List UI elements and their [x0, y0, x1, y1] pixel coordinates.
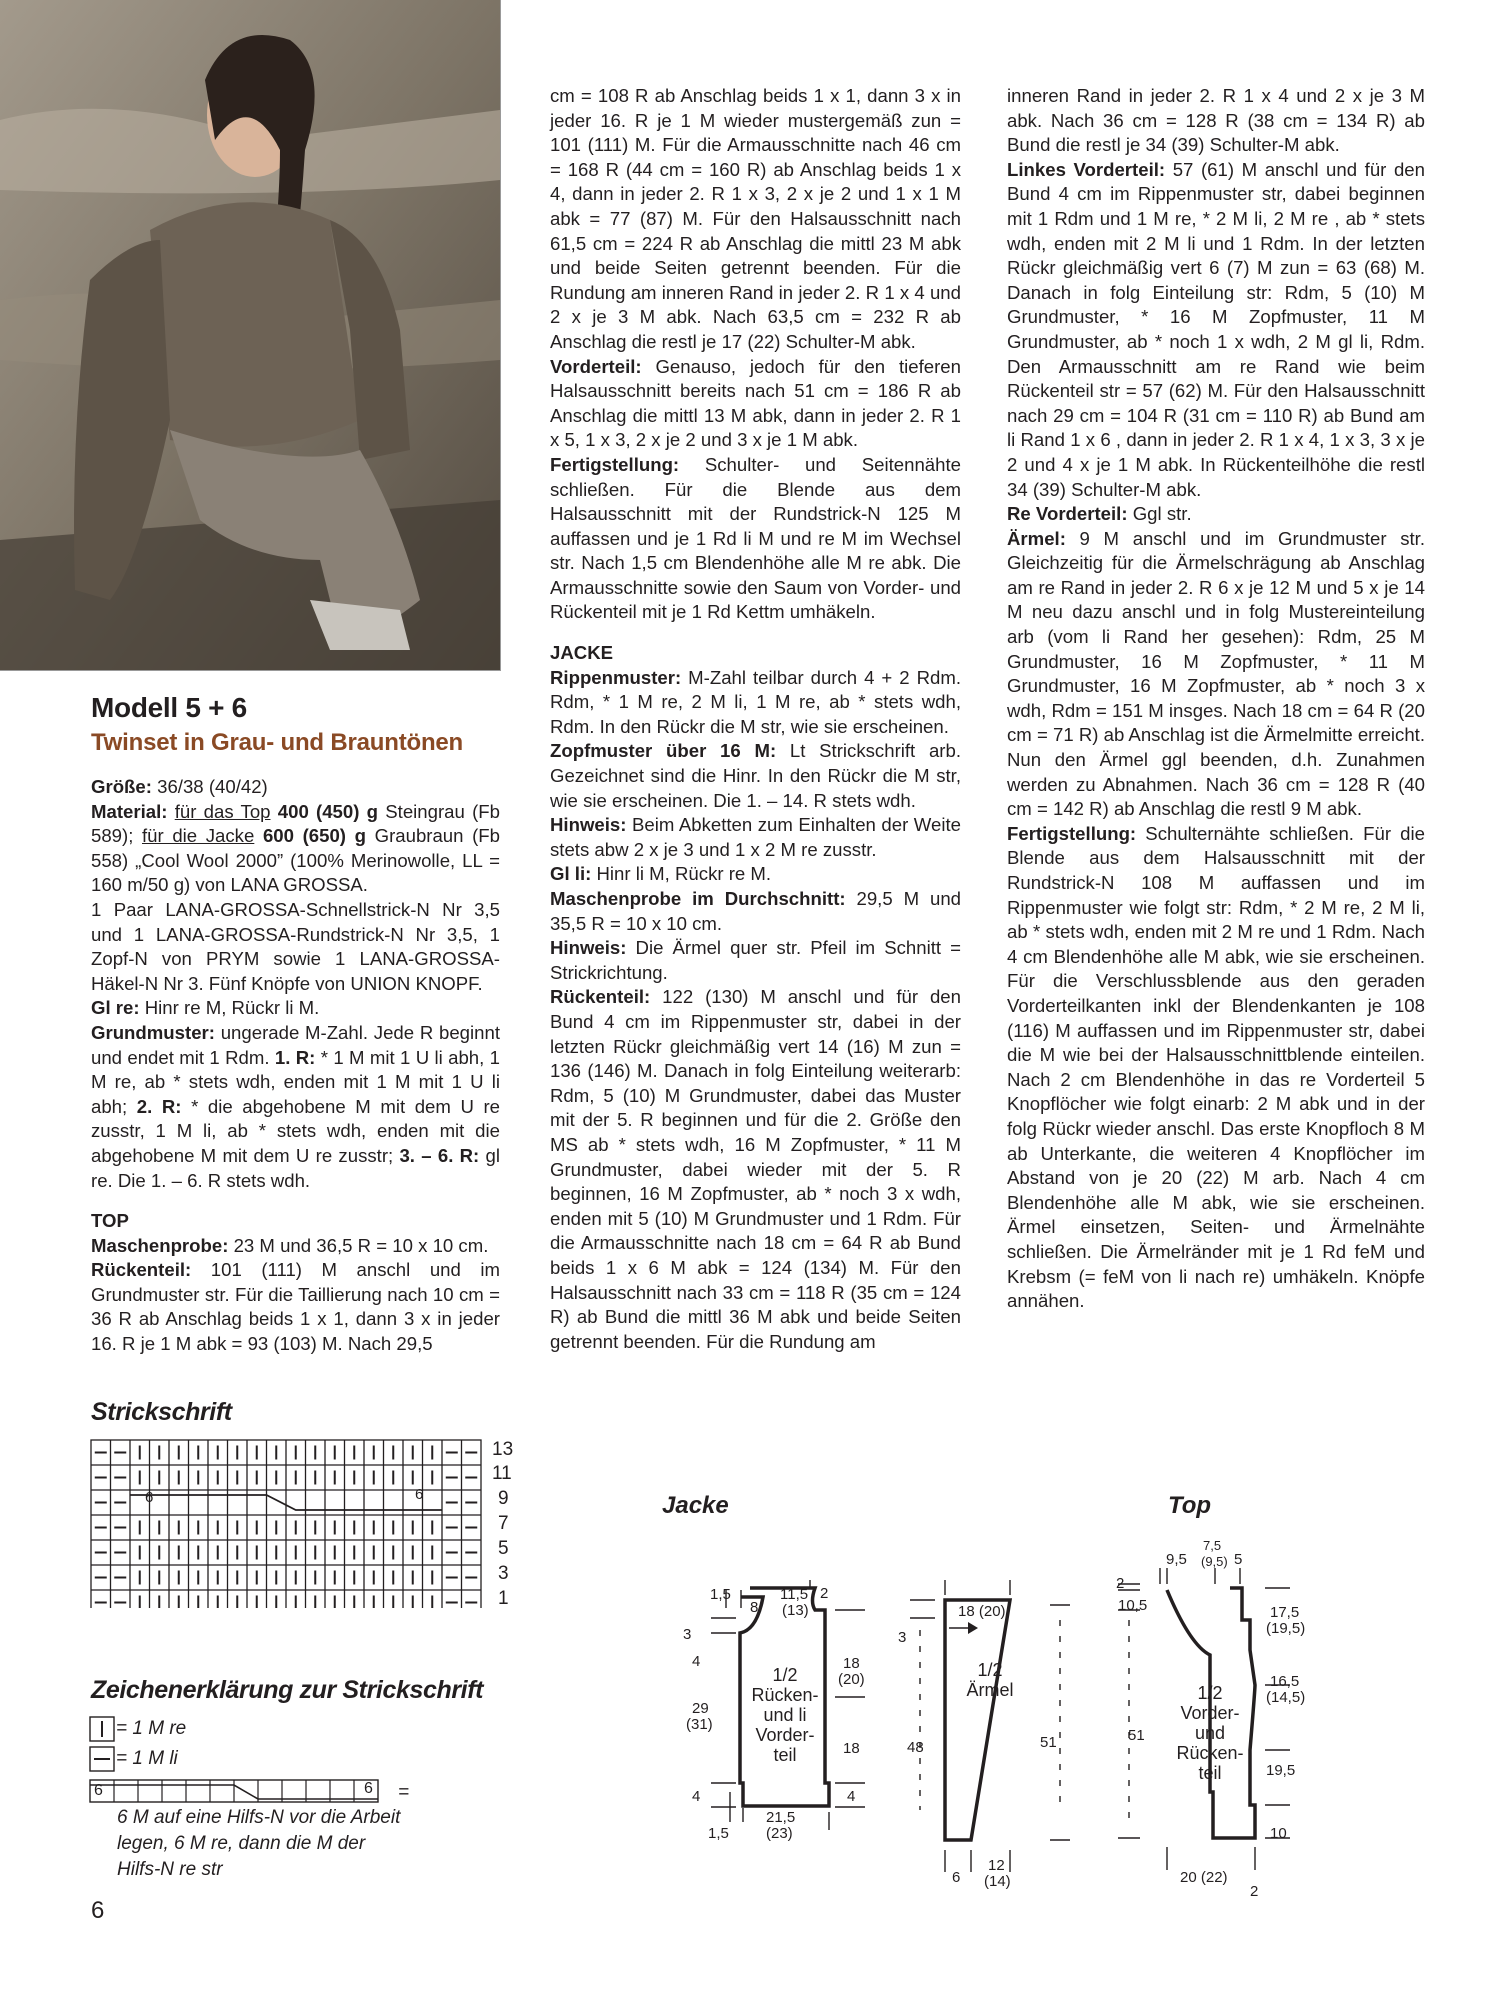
model-subtitle: Twinset in Grau- und Brauntönen: [91, 729, 464, 756]
measure: 3: [683, 1626, 692, 1643]
measure: 4: [692, 1653, 701, 1670]
measure: (19,5): [1266, 1620, 1306, 1637]
legend-cable-symbol: [89, 1779, 389, 1807]
measure: 10,5: [1118, 1597, 1148, 1614]
cable-label: 6: [364, 1780, 373, 1797]
text: Beim Abketten zum Einhalten der Weite stets abw 2 x je 3 und 1 x 2 M re zusstr.: [550, 814, 961, 860]
measure: (13): [782, 1602, 809, 1619]
text: 23 M und 36,5 R = 10 x 10 cm.: [228, 1234, 489, 1256]
text: * 1 M mit 1 U li abh, 1 M re, ab * stets wdh, enden mit 1 M mit 1 U li abh;: [91, 1046, 500, 1117]
cable-label: 6: [145, 1489, 154, 1506]
text: M-Zahl teilbar durch 4 + 2 Rdm. Rdm, * 1 M re, 2 M li, 1 M re, ab * stets wdh, Rdm. In den Rückr die M str, wie sie erscheinen.: [550, 666, 961, 737]
legend-knit: = 1 M re: [116, 1718, 187, 1739]
amount: 400 (450) g: [277, 800, 379, 822]
line: 1/2: [1197, 1683, 1223, 1703]
row-number: 13: [492, 1439, 514, 1460]
measure: 4: [847, 1788, 856, 1805]
schematic-label-jacke: Jacke: [662, 1492, 729, 1519]
measure: 51: [1040, 1734, 1057, 1751]
measure: 3: [898, 1629, 907, 1646]
text-column-3: [1007, 84, 1425, 1314]
model-title: Modell 5 + 6: [91, 692, 247, 723]
measure: 5: [1234, 1551, 1243, 1568]
text: 57 (61) M anschl und für den Bund 4 cm im Rippenmuster str, dabei beginnen mit 1 Rdm und 1 M re, * 2 M li, 2 M re , ab * stets wdh, enden mit 2 M li und 1 Rdm. In der letzten Rückr gleichmäßig vert 6 (7) M zun = 63 (68) M. Danach in folg Einteilung str: Rdm, 5 (10) M Grundmuster, * 16 M Zopfmuster, 11 M Grundmuster, ab * noch 1 x wdh, 2 M gl li, Rdm. Den Armausschnitt am re Rand wie beim Rückenteil str = 57 (62) M. Für den Halsausschnitt nach 29 cm = 104 R (31 cm = 110 R) ab Bund am li Rand 1 x 6 , dann in jeder 2. R 1 x 4, 1 x 3, 3 x je 2 und 4 x je 1 M abk. In Rückenteilhöhe die restl 34 (39) Schulter-M abk.: [1007, 158, 1425, 500]
text: 122 (130) M anschl und für den Bund 4 cm im Rippenmuster str, dabei in der letzten Rückr gleichmäßig vert 14 (16) M zun = 136 (146) M. Danach in folg Einteilung weiterarb: Rdm, 5 (10) M Grundmuster, dabei das Muster mit der 5. R beginnen und für die 2. Größe den MS ab * stets wdh, 16 M Zopfmuster, * 11 M Grundmuster, dabei wieder mit der 5. R beginnen, 16 M Zopfmuster, ab * noch 3 x wdh, enden mit 5 (10) M Grundmuster und 1 Rdm. Für die Armausschnitte nach 18 cm = 64 R ab Bund beids 1 x 6 M abk = 124 (134) M. Für den Halsausschnitt nach 33 cm = 118 R (35 cm = 124 R) ab Bund die mittl 36 M abk und beide Seiten getrennt beenden. Für die Rundung am: [550, 986, 961, 1352]
measure: 6: [952, 1869, 961, 1886]
chart-heading: Strickschrift: [91, 1398, 232, 1426]
needles-text: 1 Paar LANA-GROSSA-Schnellstrick-N Nr 3,5 und 1 LANA-GROSSA-Rundstrick-N Nr 3,5, 1 Zopf-N von PRYM sowie 1 LANA-GROSSA-Häkel-N Nr 3. Fünf Knöpfe von UNION KNOPF.: [91, 898, 500, 994]
label: Maschenprobe im Durchschnitt:: [550, 888, 846, 909]
measure: (9,5): [1201, 1554, 1228, 1569]
text-column-1: [91, 775, 500, 1357]
label: Größe:: [91, 776, 152, 797]
text: Hinr li M, Rückr re M.: [591, 863, 772, 885]
row-number: 1: [498, 1588, 509, 1609]
measure: 7,5: [1203, 1538, 1222, 1553]
measure: (23): [766, 1825, 793, 1842]
text: Genauso, jedoch für den tieferen Halsausschnitt bereits nach 51 cm = 186 R ab Anschlag die mittl 13 M abk, dann in jeder 2. R 1 x 5, 1 x 3, 2 x je 2 und 3 x je 1 M abk.: [550, 355, 961, 451]
label: Ärmel:: [1007, 527, 1066, 549]
label: Maschenprobe:: [91, 1234, 229, 1256]
text: Lt Strickschrift arb. Gezeichnet sind die Hinr. In den Rückr die M str, wie sie erscheinen. Die 1. – 14. R stets wdh.: [550, 740, 962, 811]
measure: 18: [843, 1655, 860, 1672]
legend-purl: = 1 M li: [116, 1748, 178, 1769]
line: 1/2: [977, 1660, 1003, 1680]
label: 2. R:: [136, 1095, 182, 1117]
row-number: 5: [498, 1538, 509, 1559]
measure: (20): [838, 1671, 865, 1688]
line: und li: [763, 1705, 807, 1725]
line: Vorder-: [1180, 1703, 1240, 1723]
measure: 29: [692, 1700, 709, 1717]
cable-label: 6: [94, 1782, 103, 1799]
cable-label: 6: [415, 1486, 424, 1503]
legend-heading: Zeichenerklärung zur Strickschrift: [91, 1676, 484, 1704]
measure: 12: [988, 1857, 1005, 1874]
measure: 1,5: [708, 1825, 729, 1842]
measure: 2: [1116, 1575, 1125, 1592]
model-photo: [0, 0, 501, 671]
label: Fertigstellung:: [550, 453, 680, 475]
legend-symbols: [89, 1716, 119, 1776]
measure: 21,5: [766, 1809, 796, 1826]
label: Material:: [91, 800, 168, 822]
text: für die Jacke: [142, 825, 255, 847]
measure: 18: [843, 1740, 860, 1757]
piece-name-top: [1170, 1683, 1250, 1783]
line: Rücken-: [751, 1685, 819, 1705]
text: * die abgehobene M mit dem U re zusstr, 1 M li, ab * stets wdh, enden mit die abgehobene M mit dem U re zusstr;: [91, 1095, 501, 1166]
label: Fertigstellung:: [1007, 822, 1137, 844]
section-heading: JACKE: [550, 642, 614, 664]
measure: 48: [907, 1739, 924, 1756]
line: und: [1194, 1723, 1226, 1743]
label: Rückenteil:: [550, 986, 651, 1008]
amount: 600 (650) g: [262, 825, 366, 847]
text: Die Ärmel quer str. Pfeil im Schnitt = Strickrichtung.: [550, 937, 961, 983]
label: Linkes Vorderteil:: [1007, 158, 1166, 180]
text: inneren Rand in jeder 2. R 1 x 4 und 2 x je 3 M abk. Nach 36 cm = 128 R (38 cm = 134 R) ab Bund die restl je 34 (39) Schulter-M abk.: [1007, 85, 1425, 156]
label: 1. R:: [274, 1046, 316, 1068]
text: Ggl str.: [1127, 503, 1192, 525]
label: Zopfmuster über 16 M:: [550, 740, 777, 762]
piece-name-sleeve: [960, 1660, 1020, 1700]
line: Hilfs-N re str: [117, 1859, 223, 1880]
label: Re Vorderteil:: [1007, 503, 1128, 525]
measure: 11,5: [780, 1586, 809, 1603]
measure: 8: [750, 1599, 759, 1616]
line: Vorder-: [755, 1725, 815, 1745]
text: 9 M anschl und im Grundmuster str. Gleichzeitig für die Ärmelschrägung ab Anschlag am re Rand in jeder 2. R 6 x je 12 M und 5 x je 14 M neu dazu anschl und in folg Mustereinteilung arb (vom li Rand her gesehen): Rdm, 25 M Grundmuster, 16 M Zopfmuster, * 11 M Grundmuster, 16 M Zopfmuster, ab * noch 3 x wdh, Rdm = 151 M insges. Nach 18 cm = 64 R (20 cm = 71 R) ab Anschlag ist die Ärmelmitte erreicht. Nun den Ärmel ggl beenden, d.h. Zunahmen werden zu Abnahmen. Nach 36 cm = 128 R (40 cm = 142 R) ab Anschlag die restl 9 M abk.: [1007, 527, 1426, 820]
row-number: 9: [498, 1488, 509, 1509]
measure: (14): [984, 1873, 1011, 1890]
measure: 10: [1270, 1825, 1287, 1842]
measure: 4: [692, 1788, 701, 1805]
text: 36/38 (40/42): [151, 776, 268, 797]
measure: 2: [1250, 1883, 1259, 1900]
label: 3. – 6. R:: [399, 1144, 480, 1166]
label: Gl re:: [91, 997, 140, 1019]
text: 101 (111) M anschl und im Grundmuster str. Für die Taillierung nach 10 cm = 36 R ab Anschlag beids 1 x 1, dann 3 x in jeder 16. R je 1 M abk = 93 (103) M. Nach 29,5: [91, 1259, 500, 1355]
measure: 16,5: [1270, 1673, 1300, 1690]
schematic-label-top: Top: [1168, 1492, 1212, 1519]
line: teil: [773, 1745, 797, 1765]
legend-cable-desc: [117, 1805, 400, 1883]
text: ungerade M-Zahl. Jede R beginnt und endet mit 1 Rdm.: [91, 1021, 500, 1068]
text: Graubraun (Fb 558) „Cool Wool 2000” (100% Merinowolle, LL = 160 m/50 g) von LANA GROSSA.: [91, 825, 501, 896]
knitting-chart: [89, 1438, 489, 1608]
text: gl re. Die 1. – 6. R stets wdh.: [91, 1144, 501, 1191]
measure: 20 (22): [1180, 1869, 1228, 1886]
line: Ärmel: [966, 1680, 1014, 1700]
text: Schulternähte schließen. Für die Blende aus dem Halsausschnitt mit der Rundstrick-N 108 M auffassen und im Rippenmuster wie folgt str: Rdm, * 2 M re, 2 M li, ab * stets wdh, enden mit 2 M re und 1 Rdm. Nach 4 cm Blendenhöhe alle M abk, wie sie erscheinen. Für die Verschlussblende aus den geraden Vorderteilkanten inkl der Blendenkanten je 108 (116) M auffassen und im Rippenmuster str, dabei die M wie bei der Halsausschnittblende einteilen. Nach 2 cm Blendenhöhe in das re Vorderteil 5 Knopflöcher wie folgt einarb: 2 M abk und in der folg Rückr wieder anschl. Das erste Knopfloch 8 M ab Unterkante, die weiteren 4 Knopflöcher im Abstand von je 20 (22) M arb. Nach 4 cm Blendenhöhe alle M abk, wie sie erscheinen. Ärmel einsetzen, Seiten- und Ärmelnähte schließen. Die Ärmelränder mit je 1 Rd feM und Krebsm (= feM von li nach re) umhäkeln. Knöpfe annähen.: [1007, 822, 1425, 1312]
measure: (14,5): [1266, 1689, 1306, 1706]
label: Grundmuster:: [91, 1021, 215, 1043]
text: für das Top: [174, 800, 271, 822]
measure: 19,5: [1266, 1762, 1296, 1779]
page-number: 6: [91, 1897, 105, 1924]
measure: 1,5: [710, 1586, 731, 1603]
row-number: 7: [498, 1513, 509, 1534]
measure: 2: [820, 1585, 829, 1602]
label: Rückenteil:: [91, 1259, 192, 1281]
line: 6 M auf eine Hilfs-N vor die Arbeit: [117, 1807, 401, 1828]
measure: 17,5: [1270, 1604, 1300, 1621]
line: teil: [1198, 1763, 1222, 1783]
text: cm = 108 R ab Anschlag beids 1 x 1, dann 3 x in jeder 16. R je 1 M wieder mustergemäß zun = 101 (111) M. Für die Armausschnitte nach 46 cm = 168 R (44 cm = 160 R) ab Anschlag beids 1 x 4, dann in jeder 2. R 1 x 3, 2 x je 2 und 1 x 1 M abk = 77 (87) M. Für den Halsausschnitt nach 61,5 cm = 224 R ab Anschlag die mittl 23 M abk und beide Seiten getrennt beenden. Für die Rundung am inneren Rand in jeder 2. R 1 x 4 und 2 x je 3 M abk. Nach 63,5 cm = 232 R ab Anschlag die restl je 17 (22) Schulter-M abk.: [550, 85, 961, 352]
text: 29,5 M und 35,5 R = 10 x 10 cm.: [550, 888, 962, 934]
label: Hinweis:: [550, 814, 627, 836]
line: legen, 6 M re, dann die M der: [117, 1833, 366, 1854]
section-heading: TOP: [91, 1210, 129, 1232]
label: Rippenmuster:: [550, 666, 682, 688]
line: Rücken-: [1176, 1743, 1244, 1763]
legend-equals: =: [398, 1782, 410, 1803]
text: Hinr re M, Rückr li M.: [139, 997, 320, 1019]
label: Hinweis:: [550, 937, 627, 959]
label: Gl li:: [550, 863, 592, 885]
measure: 18 (20): [958, 1603, 1006, 1620]
text: Schulter- und Seitennähte schließen. Für die Blende aus dem Halsausschnitt mit der Rundstrick-N 125 M auffassen und je 1 Rd li M und re M im Wechsel str. Nach 1,5 cm Blendenhöhe alle M re abk. Die Armausschnitte sowie den Saum von Vorder- und Rückenteil mit je 1 Rd Kettm umhäkeln.: [550, 453, 961, 623]
article-header: [91, 690, 511, 760]
line: 1/2: [772, 1665, 798, 1685]
text-column-2: [550, 84, 961, 1354]
row-number: 11: [492, 1463, 512, 1484]
measure: 9,5: [1166, 1551, 1187, 1568]
row-number: 3: [498, 1563, 509, 1584]
label: Vorderteil:: [550, 355, 642, 377]
piece-name-jacke-body: [741, 1665, 829, 1765]
measure: (31): [686, 1716, 713, 1733]
text: Steingrau (Fb 589);: [91, 800, 500, 847]
measure: 51: [1128, 1727, 1145, 1744]
